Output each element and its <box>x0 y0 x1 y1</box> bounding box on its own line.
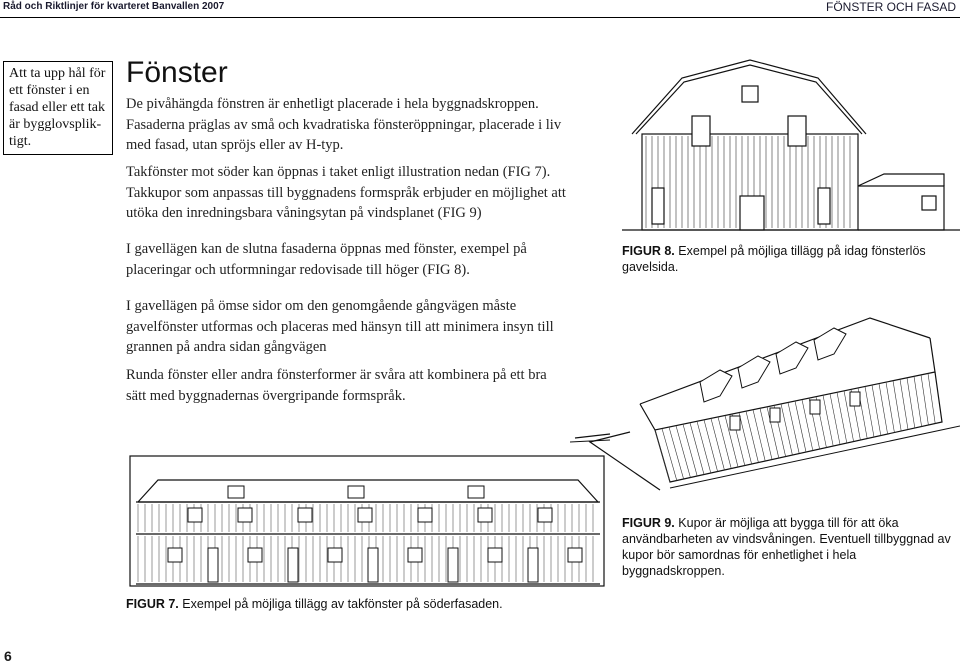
figure-8-label: FIGUR 8. <box>622 244 675 258</box>
figure-9-illustration <box>570 312 960 502</box>
permit-note-box: Att ta upp hål för ett fönster i en fasad eller ett tak är bygglovsplik-tigt. <box>3 61 113 155</box>
figure-7-label: FIGUR 7. <box>126 597 179 611</box>
paragraph-3: I gavellägen kan de slutna fasaderna öppnas med fönster, exempel på placeringar och utformningar redovisade till höger (FIG 8). <box>126 241 527 278</box>
page-header <box>0 0 960 20</box>
figure-7-text: Exempel på möjliga tillägg av takfönster på söderfasaden. <box>182 597 503 611</box>
figure-9-caption <box>622 515 952 579</box>
paragraph-2-text: Takfönster mot söder kan öppnas i taket enligt illustration nedan (FIG 7). Takkupor som anpassas till byggnadens formspråk erbjuder en möjlighet att utöka den inredningsbara våningsytan på vindsplanet (FIG 9) <box>126 164 566 221</box>
figure-7-caption <box>126 596 596 612</box>
figure-8-text: Exempel på möjliga tillägg på idag fönsterlös gavelsida. <box>622 244 926 274</box>
figure-8-illustration <box>622 56 960 234</box>
document-title: Råd och Riktlinjer för kvarteret Banvallen 2007 <box>3 1 225 12</box>
paragraph-5: Runda fönster eller andra fönsterformer är svåra att kombinera på ett bra sätt med byggnadernas övergripande formspråk. <box>126 367 547 404</box>
paragraph-1: De pivåhängda fönstren är enhetligt placerade i hela byggnadskroppen. Fasaderna präglas av små och kvadratiska fönsteröppningar, placerade i liv med fasad, utan spröjs eller av H-typ. <box>126 96 562 153</box>
figure-7-illustration <box>128 452 606 590</box>
page-number: 6 <box>4 648 12 664</box>
figure-9-label: FIGUR 9. <box>622 516 675 530</box>
paragraph-4: I gavellägen på ömse sidor om den genomgående gångvägen måste gavelfönster utformas och placeras med hänsyn till att minimera insyn till grannen på andra sidan gångvägen <box>126 298 554 355</box>
figure-9-text: Kupor är möjliga att bygga till för att öka användbarheten av vindsvåningen. Eventuell tillbyggnad av kupor bör samordnas för enhetlighet i hela byggnadskroppen. <box>622 516 951 578</box>
paragraph-2 <box>126 162 571 224</box>
header-rule <box>0 17 960 18</box>
figure-8-caption <box>622 243 952 275</box>
section-title: FÖNSTER OCH FASAD <box>825 0 956 14</box>
page-title: Fönster <box>126 56 228 89</box>
